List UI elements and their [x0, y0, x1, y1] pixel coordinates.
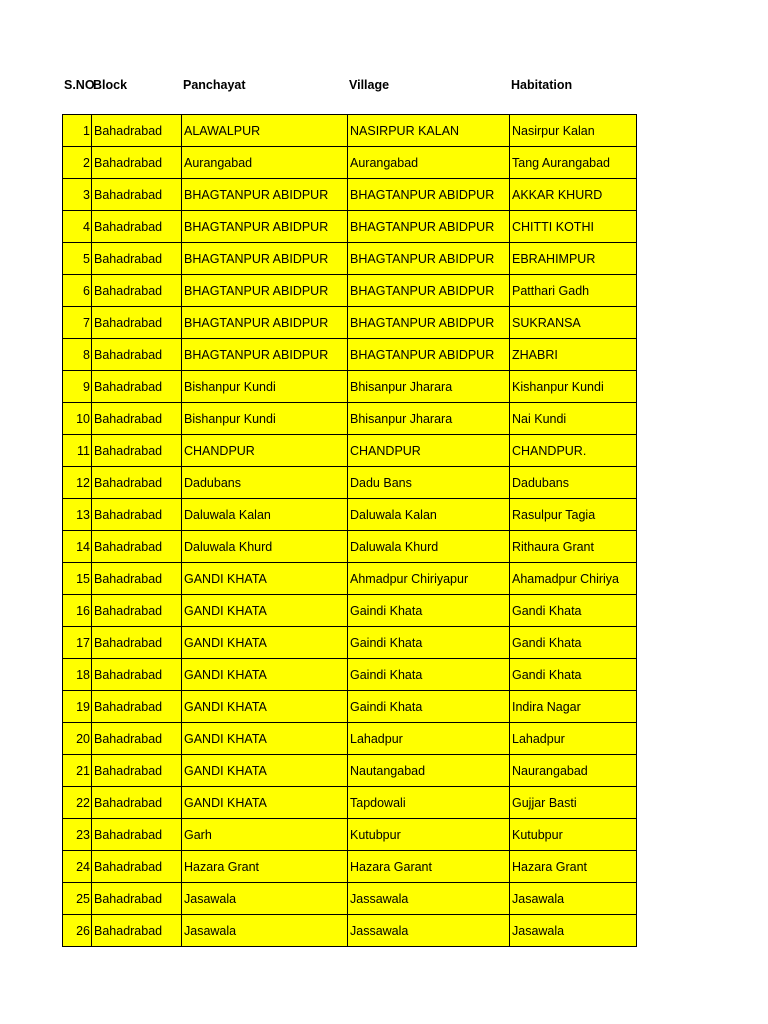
- cell-panchayat: Jasawala: [182, 915, 348, 947]
- cell-village: BHAGTANPUR ABIDPUR: [348, 339, 510, 371]
- cell-panchayat: Bishanpur Kundi: [182, 371, 348, 403]
- cell-panchayat: Daluwala Kalan: [182, 499, 348, 531]
- cell-village: BHAGTANPUR ABIDPUR: [348, 211, 510, 243]
- table-row: [63, 467, 637, 499]
- cell-habitation: SUKRANSA: [510, 307, 637, 339]
- cell-sno: 1: [63, 115, 92, 147]
- cell-habitation: ZHABRI: [510, 339, 637, 371]
- cell-habitation: Indira Nagar: [510, 691, 637, 723]
- cell-habitation: Rasulpur Tagia: [510, 499, 637, 531]
- header-sno: S.NO: [64, 78, 95, 92]
- cell-sno: 21: [63, 755, 92, 787]
- cell-sno: 26: [63, 915, 92, 947]
- cell-sno: 5: [63, 243, 92, 275]
- cell-habitation: AKKAR KHURD: [510, 179, 637, 211]
- cell-sno: 18: [63, 659, 92, 691]
- cell-sno: 10: [63, 403, 92, 435]
- cell-habitation: Gujjar Basti: [510, 787, 637, 819]
- table-row: [63, 147, 637, 179]
- cell-habitation: Gandi Khata: [510, 627, 637, 659]
- cell-village: BHAGTANPUR ABIDPUR: [348, 307, 510, 339]
- cell-panchayat: BHAGTANPUR ABIDPUR: [182, 339, 348, 371]
- cell-sno: 6: [63, 275, 92, 307]
- table-row: [63, 819, 637, 851]
- table-row: [63, 787, 637, 819]
- table-row: [63, 563, 637, 595]
- cell-block: Bahadrabad: [92, 691, 182, 723]
- cell-village: Jassawala: [348, 915, 510, 947]
- cell-village: Bhisanpur Jharara: [348, 403, 510, 435]
- cell-village: BHAGTANPUR ABIDPUR: [348, 243, 510, 275]
- header-panchayat: Panchayat: [183, 78, 246, 92]
- table-row: [63, 531, 637, 563]
- cell-habitation: Lahadpur: [510, 723, 637, 755]
- cell-village: Nautangabad: [348, 755, 510, 787]
- cell-sno: 15: [63, 563, 92, 595]
- header-block: Block: [93, 78, 128, 92]
- cell-block: Bahadrabad: [92, 851, 182, 883]
- cell-block: Bahadrabad: [92, 883, 182, 915]
- cell-sno: 13: [63, 499, 92, 531]
- table-row: [63, 755, 637, 787]
- cell-sno: 20: [63, 723, 92, 755]
- cell-panchayat: BHAGTANPUR ABIDPUR: [182, 275, 348, 307]
- cell-panchayat: BHAGTANPUR ABIDPUR: [182, 211, 348, 243]
- cell-village: BHAGTANPUR ABIDPUR: [348, 275, 510, 307]
- cell-sno: 14: [63, 531, 92, 563]
- table-row: [63, 371, 637, 403]
- cell-habitation: EBRAHIMPUR: [510, 243, 637, 275]
- cell-panchayat: GANDI KHATA: [182, 755, 348, 787]
- cell-village: Dadu Bans: [348, 467, 510, 499]
- table-row: [63, 659, 637, 691]
- cell-village: Bhisanpur Jharara: [348, 371, 510, 403]
- table-row: [63, 115, 637, 147]
- cell-sno: 19: [63, 691, 92, 723]
- cell-block: Bahadrabad: [92, 499, 182, 531]
- cell-village: Gaindi Khata: [348, 595, 510, 627]
- cell-habitation: Kutubpur: [510, 819, 637, 851]
- cell-block: Bahadrabad: [92, 755, 182, 787]
- cell-block: Bahadrabad: [92, 787, 182, 819]
- table-row: [63, 691, 637, 723]
- cell-block: Bahadrabad: [92, 339, 182, 371]
- cell-habitation: Patthari Gadh: [510, 275, 637, 307]
- cell-habitation: Rithaura Grant: [510, 531, 637, 563]
- cell-panchayat: Dadubans: [182, 467, 348, 499]
- cell-habitation: CHITTI KOTHI: [510, 211, 637, 243]
- cell-sno: 7: [63, 307, 92, 339]
- cell-sno: 2: [63, 147, 92, 179]
- cell-village: Daluwala Kalan: [348, 499, 510, 531]
- cell-sno: 23: [63, 819, 92, 851]
- cell-panchayat: GANDI KHATA: [182, 659, 348, 691]
- table-row: [63, 275, 637, 307]
- cell-village: NASIRPUR KALAN: [348, 115, 510, 147]
- cell-panchayat: GANDI KHATA: [182, 563, 348, 595]
- cell-sno: 3: [63, 179, 92, 211]
- cell-village: Gaindi Khata: [348, 627, 510, 659]
- cell-habitation: Nasirpur Kalan: [510, 115, 637, 147]
- cell-habitation: Gandi Khata: [510, 595, 637, 627]
- cell-village: Jassawala: [348, 883, 510, 915]
- cell-block: Bahadrabad: [92, 659, 182, 691]
- cell-village: Ahmadpur Chiriyapur: [348, 563, 510, 595]
- table-row: [63, 627, 637, 659]
- cell-village: Aurangabad: [348, 147, 510, 179]
- cell-village: Tapdowali: [348, 787, 510, 819]
- cell-habitation: Ahamadpur Chiriya: [510, 563, 637, 595]
- cell-block: Bahadrabad: [92, 819, 182, 851]
- cell-village: Hazara Garant: [348, 851, 510, 883]
- cell-habitation: Jasawala: [510, 915, 637, 947]
- cell-panchayat: GANDI KHATA: [182, 723, 348, 755]
- cell-block: Bahadrabad: [92, 627, 182, 659]
- cell-habitation: Naurangabad: [510, 755, 637, 787]
- cell-habitation: Hazara Grant: [510, 851, 637, 883]
- table-row: [63, 883, 637, 915]
- cell-sno: 17: [63, 627, 92, 659]
- cell-panchayat: BHAGTANPUR ABIDPUR: [182, 307, 348, 339]
- cell-sno: 24: [63, 851, 92, 883]
- cell-block: Bahadrabad: [92, 435, 182, 467]
- table-row: [63, 915, 637, 947]
- cell-panchayat: BHAGTANPUR ABIDPUR: [182, 179, 348, 211]
- table-row: [63, 723, 637, 755]
- cell-sno: 8: [63, 339, 92, 371]
- table-row: [63, 339, 637, 371]
- cell-panchayat: GANDI KHATA: [182, 595, 348, 627]
- cell-habitation: Jasawala: [510, 883, 637, 915]
- cell-panchayat: BHAGTANPUR ABIDPUR: [182, 243, 348, 275]
- table-row: [63, 435, 637, 467]
- cell-habitation: CHANDPUR.: [510, 435, 637, 467]
- cell-block: Bahadrabad: [92, 467, 182, 499]
- cell-habitation: Tang Aurangabad: [510, 147, 637, 179]
- cell-panchayat: GANDI KHATA: [182, 691, 348, 723]
- cell-panchayat: Aurangabad: [182, 147, 348, 179]
- table-body: [63, 115, 637, 947]
- cell-sno: 12: [63, 467, 92, 499]
- cell-village: Daluwala Khurd: [348, 531, 510, 563]
- cell-block: Bahadrabad: [92, 115, 182, 147]
- cell-block: Bahadrabad: [92, 307, 182, 339]
- cell-sno: 16: [63, 595, 92, 627]
- table-row: [63, 179, 637, 211]
- cell-block: Bahadrabad: [92, 595, 182, 627]
- cell-panchayat: ALAWALPUR: [182, 115, 348, 147]
- table-row: [63, 851, 637, 883]
- cell-village: CHANDPUR: [348, 435, 510, 467]
- cell-village: Kutubpur: [348, 819, 510, 851]
- cell-panchayat: Daluwala Khurd: [182, 531, 348, 563]
- cell-block: Bahadrabad: [92, 211, 182, 243]
- cell-habitation: Gandi Khata: [510, 659, 637, 691]
- table-row: [63, 499, 637, 531]
- cell-panchayat: GANDI KHATA: [182, 627, 348, 659]
- cell-sno: 22: [63, 787, 92, 819]
- header-habitation: Habitation: [511, 78, 573, 92]
- cell-block: Bahadrabad: [92, 147, 182, 179]
- cell-habitation: Kishanpur Kundi: [510, 371, 637, 403]
- cell-panchayat: Jasawala: [182, 883, 348, 915]
- cell-sno: 4: [63, 211, 92, 243]
- cell-block: Bahadrabad: [92, 371, 182, 403]
- cell-panchayat: Bishanpur Kundi: [182, 403, 348, 435]
- cell-habitation: Nai Kundi: [510, 403, 637, 435]
- table-row: [63, 403, 637, 435]
- cell-panchayat: CHANDPUR: [182, 435, 348, 467]
- cell-sno: 9: [63, 371, 92, 403]
- cell-block: Bahadrabad: [92, 179, 182, 211]
- cell-block: Bahadrabad: [92, 563, 182, 595]
- table-row: [63, 211, 637, 243]
- header-village: Village: [349, 78, 390, 92]
- cell-block: Bahadrabad: [92, 723, 182, 755]
- cell-block: Bahadrabad: [92, 403, 182, 435]
- cell-panchayat: GANDI KHATA: [182, 787, 348, 819]
- cell-block: Bahadrabad: [92, 531, 182, 563]
- habitation-table: [62, 114, 637, 947]
- cell-block: Bahadrabad: [92, 243, 182, 275]
- cell-habitation: Dadubans: [510, 467, 637, 499]
- cell-block: Bahadrabad: [92, 915, 182, 947]
- cell-village: Lahadpur: [348, 723, 510, 755]
- cell-panchayat: Garh: [182, 819, 348, 851]
- cell-village: Gaindi Khata: [348, 659, 510, 691]
- cell-panchayat: Hazara Grant: [182, 851, 348, 883]
- table-row: [63, 243, 637, 275]
- cell-village: Gaindi Khata: [348, 691, 510, 723]
- cell-sno: 11: [63, 435, 92, 467]
- cell-block: Bahadrabad: [92, 275, 182, 307]
- table-row: [63, 307, 637, 339]
- cell-village: BHAGTANPUR ABIDPUR: [348, 179, 510, 211]
- table-row: [63, 595, 637, 627]
- cell-sno: 25: [63, 883, 92, 915]
